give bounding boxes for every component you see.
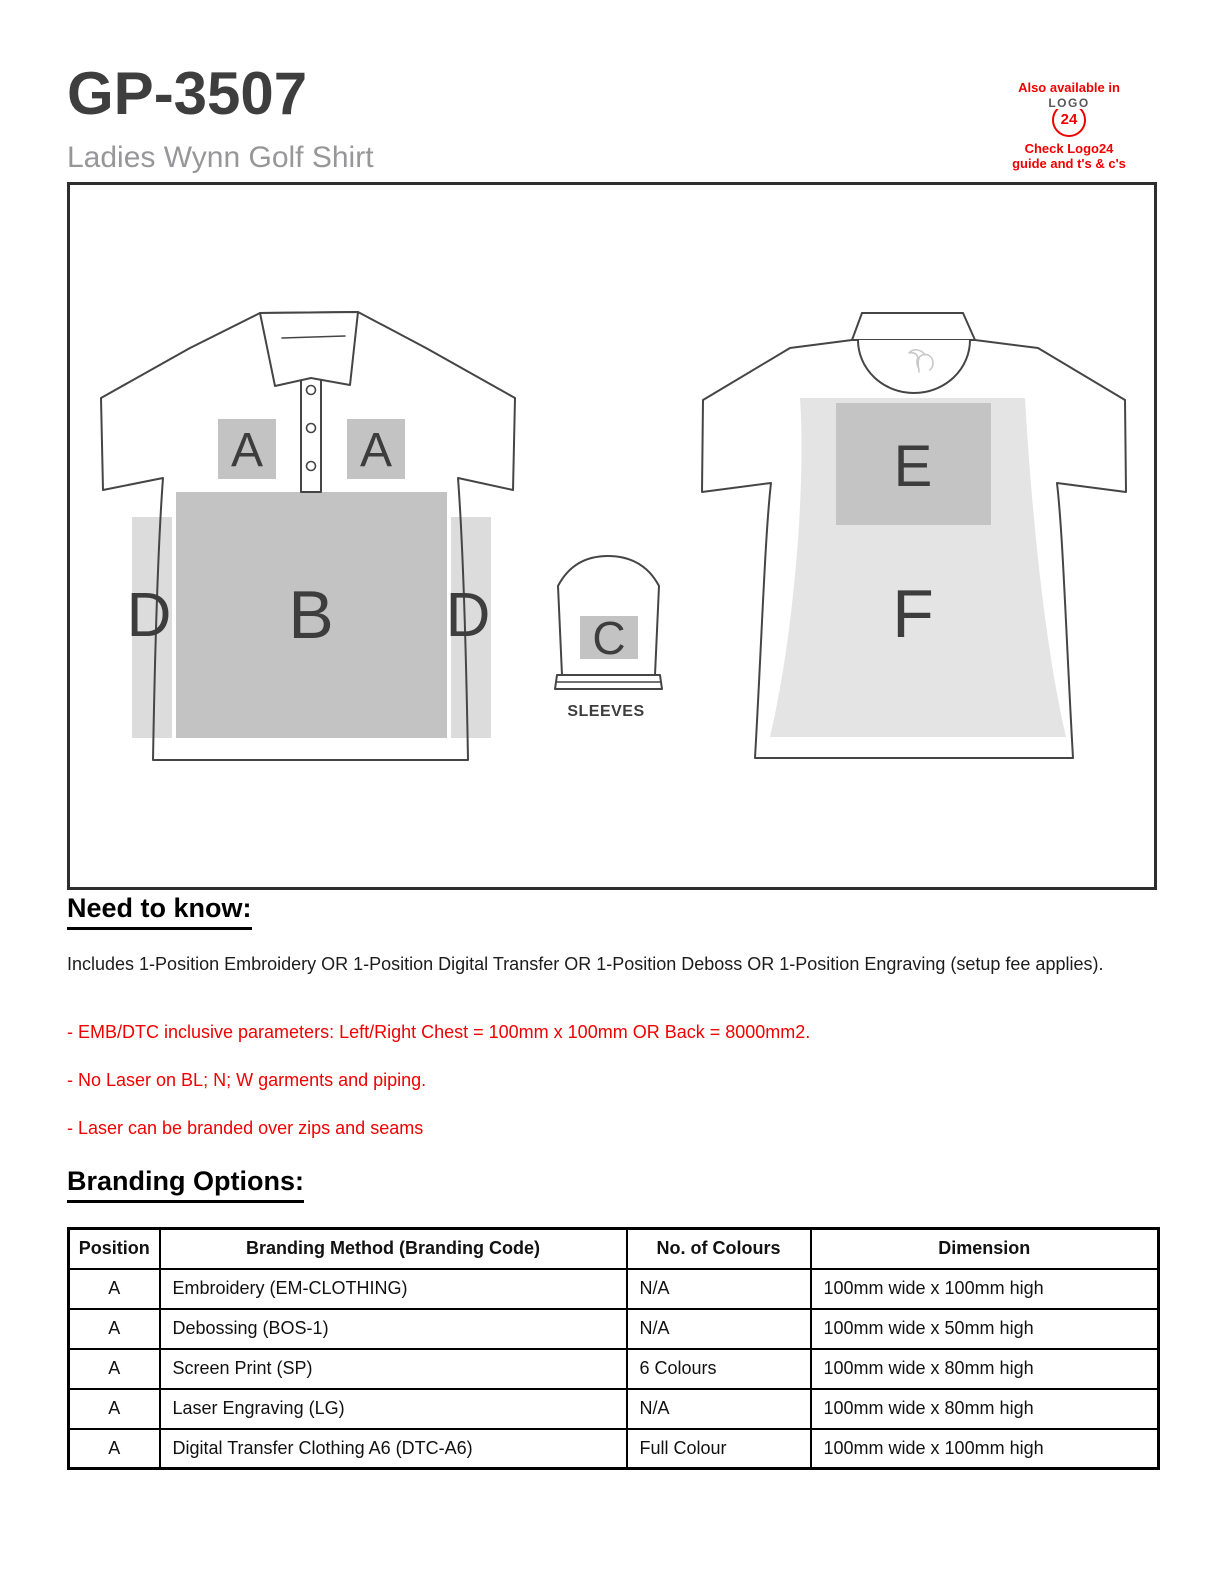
logo24-available-text: Also available in: [1018, 80, 1120, 95]
need-to-know-intro: Includes 1-Position Embroidery OR 1-Position Digital Transfer OR 1-Position Deboss OR 1-Position Engraving (setup fee applies).: [67, 954, 1104, 974]
zone-letter-d-right: D: [445, 581, 491, 650]
logo24-icon: [1039, 97, 1099, 139]
cell-method: Digital Transfer Clothing A6 (DTC-A6): [160, 1429, 627, 1469]
garment-diagram-svg: [70, 185, 1154, 887]
zone-letter-f: F: [892, 576, 934, 652]
need-to-know-notes: [67, 1022, 1127, 1166]
col-header-position: Position: [69, 1229, 160, 1269]
table-row: [69, 1349, 1159, 1389]
table-row: [69, 1269, 1159, 1309]
cell-position: A: [69, 1429, 160, 1469]
cell-dimension: 100mm wide x 50mm high: [811, 1309, 1159, 1349]
zone-letter-a-left: A: [230, 424, 264, 477]
logo24-guide-text: guide and t's & c's: [1012, 156, 1126, 172]
logo24-check-text: Check Logo24: [1024, 140, 1114, 156]
zone-letter-b: B: [288, 577, 334, 653]
cell-position: A: [69, 1269, 160, 1309]
button-icon: [307, 386, 316, 395]
cell-position: A: [69, 1309, 160, 1349]
zone-letter-a-right: A: [359, 424, 393, 477]
cell-position: A: [69, 1349, 160, 1389]
col-header-method: Branding Method (Branding Code): [160, 1229, 627, 1269]
cell-method: Embroidery (EM-CLOTHING): [160, 1269, 627, 1309]
cell-method: Laser Engraving (LG): [160, 1389, 627, 1429]
branding-options-heading: Branding Options:: [67, 1168, 304, 1203]
cell-colours: 6 Colours: [627, 1349, 811, 1389]
logo24-badge: [984, 80, 1154, 172]
need-to-know-heading: Need to know:: [67, 895, 252, 930]
branding-positions-diagram: [67, 182, 1157, 890]
note-line: - No Laser on BL; N; W garments and piping.: [67, 1070, 427, 1090]
table-header-row: [69, 1229, 1159, 1269]
logo24-icon-wordmark: LOGO: [1045, 97, 1092, 109]
zone-letter-d-left: D: [126, 581, 172, 650]
zone-letter-e: E: [893, 434, 933, 499]
note-line: - EMB/DTC inclusive parameters: Left/Right Chest = 100mm x 100mm OR Back = 8000mm2.: [67, 1022, 811, 1042]
front-collar: [260, 312, 358, 386]
branding-options-table: [67, 1227, 1160, 1470]
cell-method: Debossing (BOS-1): [160, 1309, 627, 1349]
table-row: [69, 1389, 1159, 1429]
cell-method: Screen Print (SP): [160, 1349, 627, 1389]
sleeves-caption: SLEEVES: [567, 703, 645, 720]
product-code-title: GP-3507: [67, 60, 308, 127]
zone-letter-c: C: [592, 612, 626, 664]
cell-position: A: [69, 1389, 160, 1429]
col-header-colours: No. of Colours: [627, 1229, 811, 1269]
cell-dimension: 100mm wide x 80mm high: [811, 1349, 1159, 1389]
cell-colours: N/A: [627, 1389, 811, 1429]
cell-colours: N/A: [627, 1269, 811, 1309]
cell-dimension: 100mm wide x 100mm high: [811, 1269, 1159, 1309]
cell-colours: N/A: [627, 1309, 811, 1349]
back-collar: [852, 313, 975, 340]
note-line: - Laser can be branded over zips and seams: [67, 1118, 424, 1138]
product-name-subtitle: Ladies Wynn Golf Shirt: [67, 141, 374, 174]
cell-dimension: 100mm wide x 100mm high: [811, 1429, 1159, 1469]
cell-dimension: 100mm wide x 80mm high: [811, 1389, 1159, 1429]
table-row: [69, 1429, 1159, 1469]
button-icon: [307, 424, 316, 433]
table-row: [69, 1309, 1159, 1349]
button-icon: [307, 462, 316, 471]
col-header-dimension: Dimension: [811, 1229, 1159, 1269]
logo24-icon-number: 24: [1060, 111, 1078, 129]
cell-colours: Full Colour: [627, 1429, 811, 1469]
